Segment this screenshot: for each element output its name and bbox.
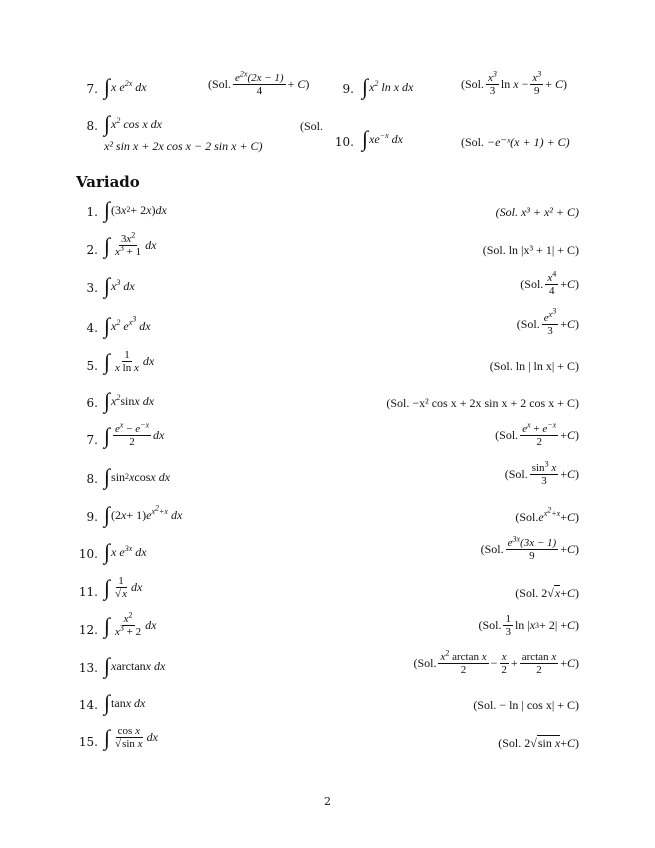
item-15-number: 15. — [78, 735, 98, 749]
item-6-integral: ∫ $x^2$ sin x dx — [104, 388, 155, 413]
item-2-solution: (Sol. ln |x³ + 1| + C) — [482, 243, 579, 257]
solution-8-prefix: (Sol. — [300, 119, 324, 133]
item-9-solution: (Sol. $e^{x^2+x}$ + C ) — [515, 505, 579, 524]
item-10-integral: ∫ x $e^{3x}$ dx — [104, 539, 147, 564]
item-15-integral: ∫ $\frac{\text{cos x}}{\text{√sin x}}$ dx — [104, 724, 158, 751]
item-3-integral: ∫ $x^3$ dx — [104, 273, 135, 298]
exercise-number-8: 8. — [86, 119, 98, 133]
item-12-integral: ∫ $\frac{x^2}{x^3 + 2}$ dx — [104, 610, 157, 639]
item-8-integral: ∫ sin 2 x cos x dx — [104, 464, 171, 489]
item-12-solution: (Sol. $\frac{1}{3}$ ln | x 3 + 2| + C ) — [478, 613, 579, 639]
item-6-solution: (Sol. −x² cos x + 2x sin x + 2 cos x + C) — [386, 396, 579, 410]
item-4-solution: (Sol. $\frac{e^{x^3}}{3}$ + C ) — [516, 306, 579, 338]
item-9-integral: ∫ (2 x + 1) $e^{x^2+x}$ dx — [104, 502, 183, 527]
item-15-solution: (Sol. 2√ sin x + C ) — [498, 735, 579, 750]
item-11-integral: ∫ $\frac{1}{√x}$ dx — [104, 574, 143, 601]
exercise-number-10: 10. — [334, 135, 354, 149]
item-11-solution: (Sol. 2√ x + C ) — [515, 585, 579, 600]
item-5-solution: (Sol. ln | ln x| + C) — [489, 359, 579, 373]
solution-8: x² sin x + 2x cos x − 2 sin x + C) — [104, 139, 263, 153]
section-title: Variado — [76, 173, 140, 191]
item-1-number: 1. — [86, 205, 98, 219]
item-7-number: 7. — [86, 433, 98, 447]
item-14-integral: ∫ tan x dx — [104, 690, 146, 715]
item-13-solution: (Sol. $\frac{x^2 \arctan x}{2}$ − $\frac{x}{2}$ + $\frac{\text{arctan x}}{2}$ + C ) — [413, 648, 579, 677]
page-number: 2 — [324, 795, 331, 808]
item-11-number: 11. — [78, 585, 98, 599]
item-1-integral: ∫ (3 x 2 + 2 x ) dx — [104, 197, 167, 222]
item-9-number: 9. — [86, 510, 98, 524]
item-10-solution: (Sol. $\frac{e^{3x}(3x - 1)}{9}$ + C ) — [480, 534, 579, 563]
solution-9: (Sol. $\frac{x^3}{3}$ ln x − $\frac{x^3}{9}$ + C) — [461, 69, 568, 98]
item-13-number: 13. — [78, 661, 98, 675]
item-3-number: 3. — [86, 281, 98, 295]
item-5-integral: ∫ $\frac{1}{\text{x ln x}}$ dx — [104, 348, 155, 375]
item-4-integral: ∫ $x^2$ $e^{x^3}$ dx — [104, 313, 151, 338]
exercise-number-7: 7. — [86, 82, 98, 96]
item-7-solution: (Sol. $\frac{e^x + e^{-x}}{2}$ + C ) — [495, 420, 579, 449]
item-14-number: 14. — [78, 698, 98, 712]
item-4-number: 4. — [86, 321, 98, 335]
item-1-solution: (Sol. x³ + x² + C) — [495, 205, 579, 219]
item-7-integral: ∫ $\frac{e^x - e^{-x}}{2}$ dx — [104, 420, 165, 449]
item-10-number: 10. — [78, 547, 98, 561]
item-5-number: 5. — [86, 359, 98, 373]
item-13-integral: ∫ x arctan x dx — [104, 653, 166, 678]
integral-7: ∫ x $e^{2x}$ dx — [104, 74, 147, 99]
item-14-solution: (Sol. − ln | cos x| + C) — [473, 698, 579, 712]
item-3-solution: (Sol. $\frac{x^4}{4}$ + C ) — [520, 269, 579, 298]
item-8-number: 8. — [86, 472, 98, 486]
integral-10: ∫ $xe^{-x}$ dx — [362, 126, 403, 151]
item-2-integral: ∫ $\frac{3x^2}{x^3 + 1}$ dx — [104, 230, 157, 259]
item-8-solution: (Sol. $\frac{\sin^3 x}{3}$ + C ) — [504, 459, 579, 488]
integral-9: ∫ $x^2$ ln x dx — [362, 74, 414, 99]
solution-10: (Sol. −e⁻ˣ(x + 1) + C) — [461, 135, 570, 149]
integral-8: ∫ $x^2$ cos x dx — [104, 111, 163, 136]
item-6-number: 6. — [86, 396, 98, 410]
item-12-number: 12. — [78, 623, 98, 637]
exercise-number-9: 9. — [342, 82, 354, 96]
item-2-number: 2. — [86, 243, 98, 257]
solution-7: (Sol. $\frac{e^{2x}(2x - 1)}{4}$ + C) — [208, 69, 310, 98]
